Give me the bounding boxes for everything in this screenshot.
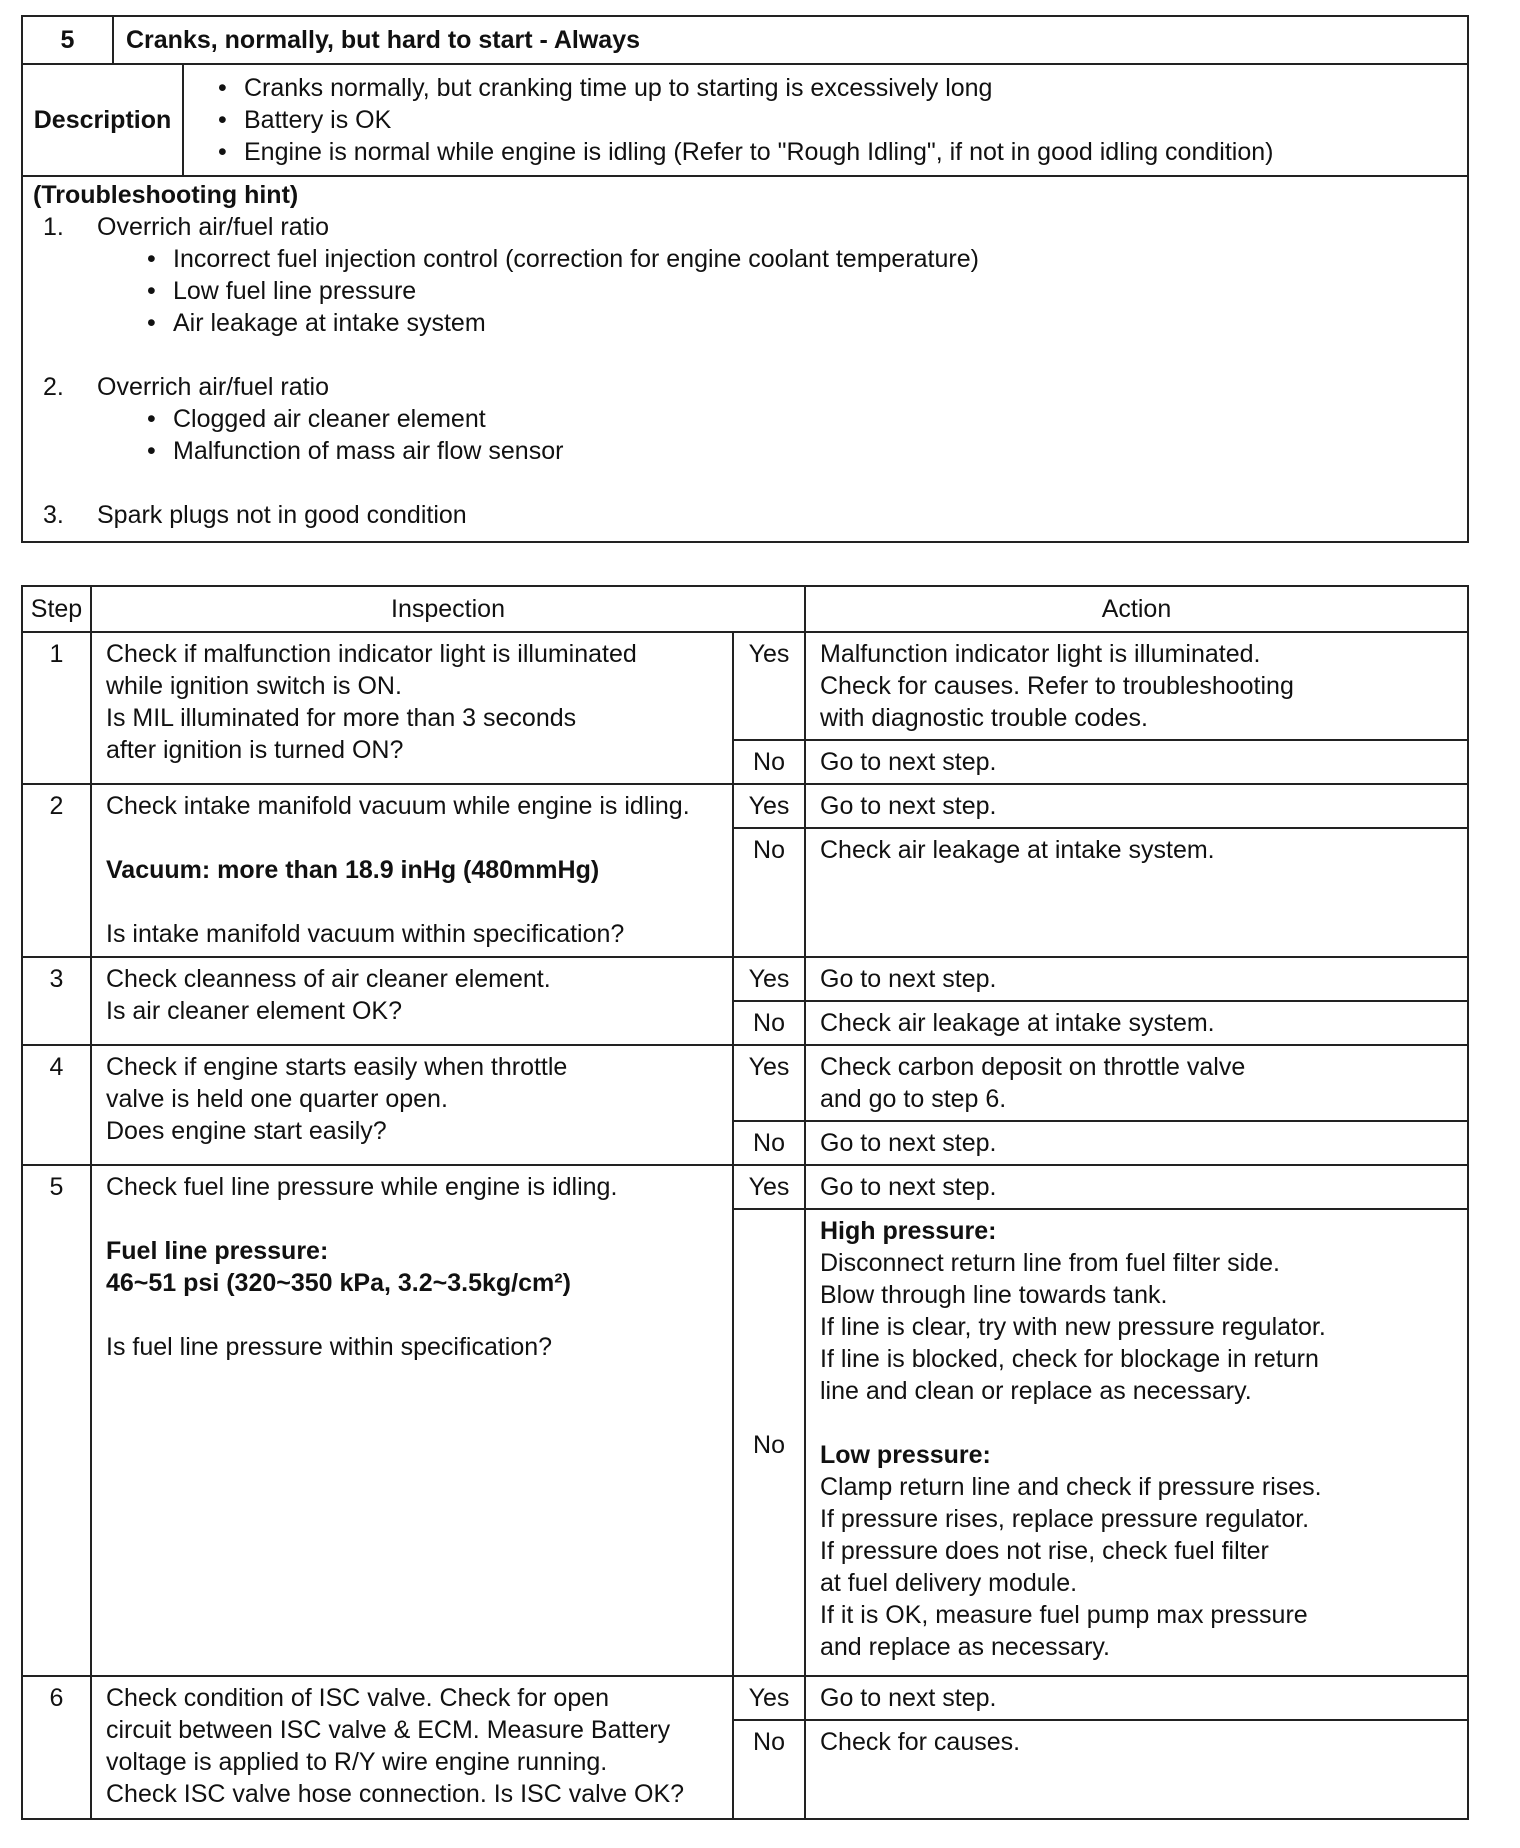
- inspection-line: voltage is applied to R/Y wire engine running.: [106, 1748, 608, 1776]
- hint-title: (Troubleshooting hint): [33, 181, 299, 209]
- step-number: 4: [22, 1045, 91, 1165]
- no-label: No: [733, 828, 805, 957]
- action-line: at fuel delivery module.: [820, 1569, 1078, 1597]
- step-header: Step: [22, 586, 91, 632]
- table-row: [22, 1045, 1468, 1121]
- action-line: Clamp return line and check if pressure rises.: [820, 1473, 1322, 1501]
- hint-sublist: [143, 403, 1457, 467]
- no-action: [805, 740, 1468, 784]
- action-line: Malfunction indicator light is illuminated.: [820, 640, 1261, 668]
- symptom-title: Cranks, normally, but hard to start - Always: [113, 16, 1468, 64]
- troubleshooting-hint: [22, 176, 1468, 542]
- action-line: Go to next step.: [820, 792, 997, 820]
- table-row: [22, 957, 1468, 1001]
- inspection-line: Check cleanness of air cleaner element.: [106, 965, 551, 993]
- inspection-line: Check ISC valve hose connection. Is ISC valve OK?: [106, 1780, 685, 1808]
- vacuum-spec: Vacuum: more than 18.9 inHg (480mmHg): [106, 856, 600, 884]
- step-number: 2: [22, 784, 91, 957]
- description-bullet: • Engine is normal while engine is idling (Refer to "Rough Idling", if not in good idling condition): [214, 136, 1457, 168]
- inspection-line: Check fuel line pressure while engine is idling.: [106, 1173, 618, 1201]
- inspection-header: Inspection: [91, 586, 805, 632]
- table-row: [22, 1676, 1468, 1720]
- hint-item: [33, 211, 1457, 243]
- step-number: 6: [22, 1676, 91, 1819]
- no-action: [805, 1720, 1468, 1819]
- action-line: Go to next step.: [820, 748, 997, 776]
- yes-action: [805, 957, 1468, 1001]
- description-bullet: • Cranks normally, but cranking time up to starting is excessively long: [214, 72, 1457, 104]
- hint-sublist: [143, 243, 1457, 339]
- yes-action: [805, 632, 1468, 740]
- yes-label: Yes: [733, 1165, 805, 1209]
- yes-label: Yes: [733, 957, 805, 1001]
- action-header: Action: [805, 586, 1468, 632]
- table-row: [22, 784, 1468, 828]
- yes-label: Yes: [733, 1676, 805, 1720]
- no-action: [805, 828, 1468, 957]
- action-line: Check for causes.: [820, 1728, 1021, 1756]
- hint-subitem: • Low fuel line pressure: [143, 275, 1457, 307]
- symptom-table: [21, 15, 1469, 543]
- high-pressure-title: High pressure:: [820, 1217, 997, 1245]
- hint-number: 1.: [43, 213, 64, 241]
- step-number: 5: [22, 1165, 91, 1676]
- no-label: No: [733, 1121, 805, 1165]
- inspection-question: Is fuel line pressure within specification?: [106, 1333, 553, 1361]
- action-line: If line is blocked, check for blockage in return: [820, 1345, 1319, 1373]
- symptom-number: 5: [22, 16, 113, 64]
- hint-text: Overrich air/fuel ratio: [97, 373, 330, 401]
- action-line: Disconnect return line from fuel filter side.: [820, 1249, 1280, 1277]
- hint-item: [33, 371, 1457, 403]
- yes-label: Yes: [733, 632, 805, 740]
- hint-number: 2.: [43, 373, 64, 401]
- yes-action: [805, 1045, 1468, 1121]
- inspection-line: Check intake manifold vacuum while engine is idling.: [106, 792, 690, 820]
- description-cell: [183, 64, 1468, 176]
- action-line: If it is OK, measure fuel pump max pressure: [820, 1601, 1308, 1629]
- action-line: with diagnostic trouble codes.: [820, 704, 1148, 732]
- yes-action: [805, 784, 1468, 828]
- action-line: Blow through line towards tank.: [820, 1281, 1168, 1309]
- no-label: No: [733, 740, 805, 784]
- description-label: Description: [22, 64, 183, 176]
- hint-subitem: • Incorrect fuel injection control (correction for engine coolant temperature): [143, 243, 1457, 275]
- action-line: line and clean or replace as necessary.: [820, 1377, 1252, 1405]
- action-line: Check air leakage at intake system.: [820, 1009, 1215, 1037]
- no-action: [805, 1121, 1468, 1165]
- inspection-line: Does engine start easily?: [106, 1117, 387, 1145]
- yes-action: [805, 1676, 1468, 1720]
- hint-number: 3.: [43, 501, 64, 529]
- hint-subitem: • Malfunction of mass air flow sensor: [143, 435, 1457, 467]
- description-list: [214, 72, 1457, 168]
- hint-subitem: • Air leakage at intake system: [143, 307, 1457, 339]
- no-label: No: [733, 1720, 805, 1819]
- inspection-cell: [91, 1045, 733, 1165]
- action-line: Go to next step.: [820, 1684, 997, 1712]
- yes-action: [805, 1165, 1468, 1209]
- inspection-line: Check if malfunction indicator light is illuminated: [106, 640, 637, 668]
- no-action: [805, 1001, 1468, 1045]
- inspection-question: Is intake manifold vacuum within specification?: [106, 920, 625, 948]
- table-row: [22, 632, 1468, 740]
- inspection-line: Check condition of ISC valve. Check for open: [106, 1684, 610, 1712]
- inspection-steps-table: [21, 585, 1469, 1820]
- yes-label: Yes: [733, 1045, 805, 1121]
- table-header-row: [22, 586, 1468, 632]
- hint-item: [33, 499, 1457, 531]
- action-line: If pressure rises, replace pressure regulator.: [820, 1505, 1310, 1533]
- inspection-cell: [91, 1165, 733, 1676]
- action-line: Go to next step.: [820, 1173, 997, 1201]
- step-number: 3: [22, 957, 91, 1045]
- inspection-cell: [91, 957, 733, 1045]
- no-action: [805, 1209, 1468, 1676]
- table-row: [22, 1165, 1468, 1209]
- low-pressure-title: Low pressure:: [820, 1441, 991, 1469]
- inspection-line: circuit between ISC valve & ECM. Measure Battery: [106, 1716, 671, 1744]
- inspection-line: Check if engine starts easily when throttle: [106, 1053, 568, 1081]
- description-bullet: • Battery is OK: [214, 104, 1457, 136]
- inspection-cell: [91, 632, 733, 784]
- action-line: and replace as necessary.: [820, 1633, 1110, 1661]
- action-line: Check air leakage at intake system.: [820, 836, 1215, 864]
- hint-text: Overrich air/fuel ratio: [97, 213, 330, 241]
- hint-subitem: • Clogged air cleaner element: [143, 403, 1457, 435]
- hint-text: Spark plugs not in good condition: [97, 501, 467, 529]
- fuel-pressure-spec-title: Fuel line pressure:: [106, 1237, 329, 1265]
- no-label: No: [733, 1001, 805, 1045]
- inspection-cell: [91, 1676, 733, 1819]
- inspection-line: Is MIL illuminated for more than 3 seconds: [106, 704, 577, 732]
- action-line: Go to next step.: [820, 965, 997, 993]
- inspection-line: while ignition switch is ON.: [106, 672, 402, 700]
- no-label: No: [733, 1209, 805, 1676]
- action-line: and go to step 6.: [820, 1085, 1007, 1113]
- step-number: 1: [22, 632, 91, 784]
- inspection-cell: [91, 784, 733, 957]
- inspection-line: Is air cleaner element OK?: [106, 997, 402, 1025]
- fuel-pressure-spec: 46~51 psi (320~350 kPa, 3.2~3.5kg/cm²): [106, 1269, 571, 1297]
- action-line: Check for causes. Refer to troubleshooting: [820, 672, 1294, 700]
- inspection-line: valve is held one quarter open.: [106, 1085, 448, 1113]
- action-line: Check carbon deposit on throttle valve: [820, 1053, 1246, 1081]
- inspection-line: after ignition is turned ON?: [106, 736, 404, 764]
- action-line: Go to next step.: [820, 1129, 997, 1157]
- yes-label: Yes: [733, 784, 805, 828]
- action-line: If pressure does not rise, check fuel filter: [820, 1537, 1269, 1565]
- action-line: If line is clear, try with new pressure regulator.: [820, 1313, 1326, 1341]
